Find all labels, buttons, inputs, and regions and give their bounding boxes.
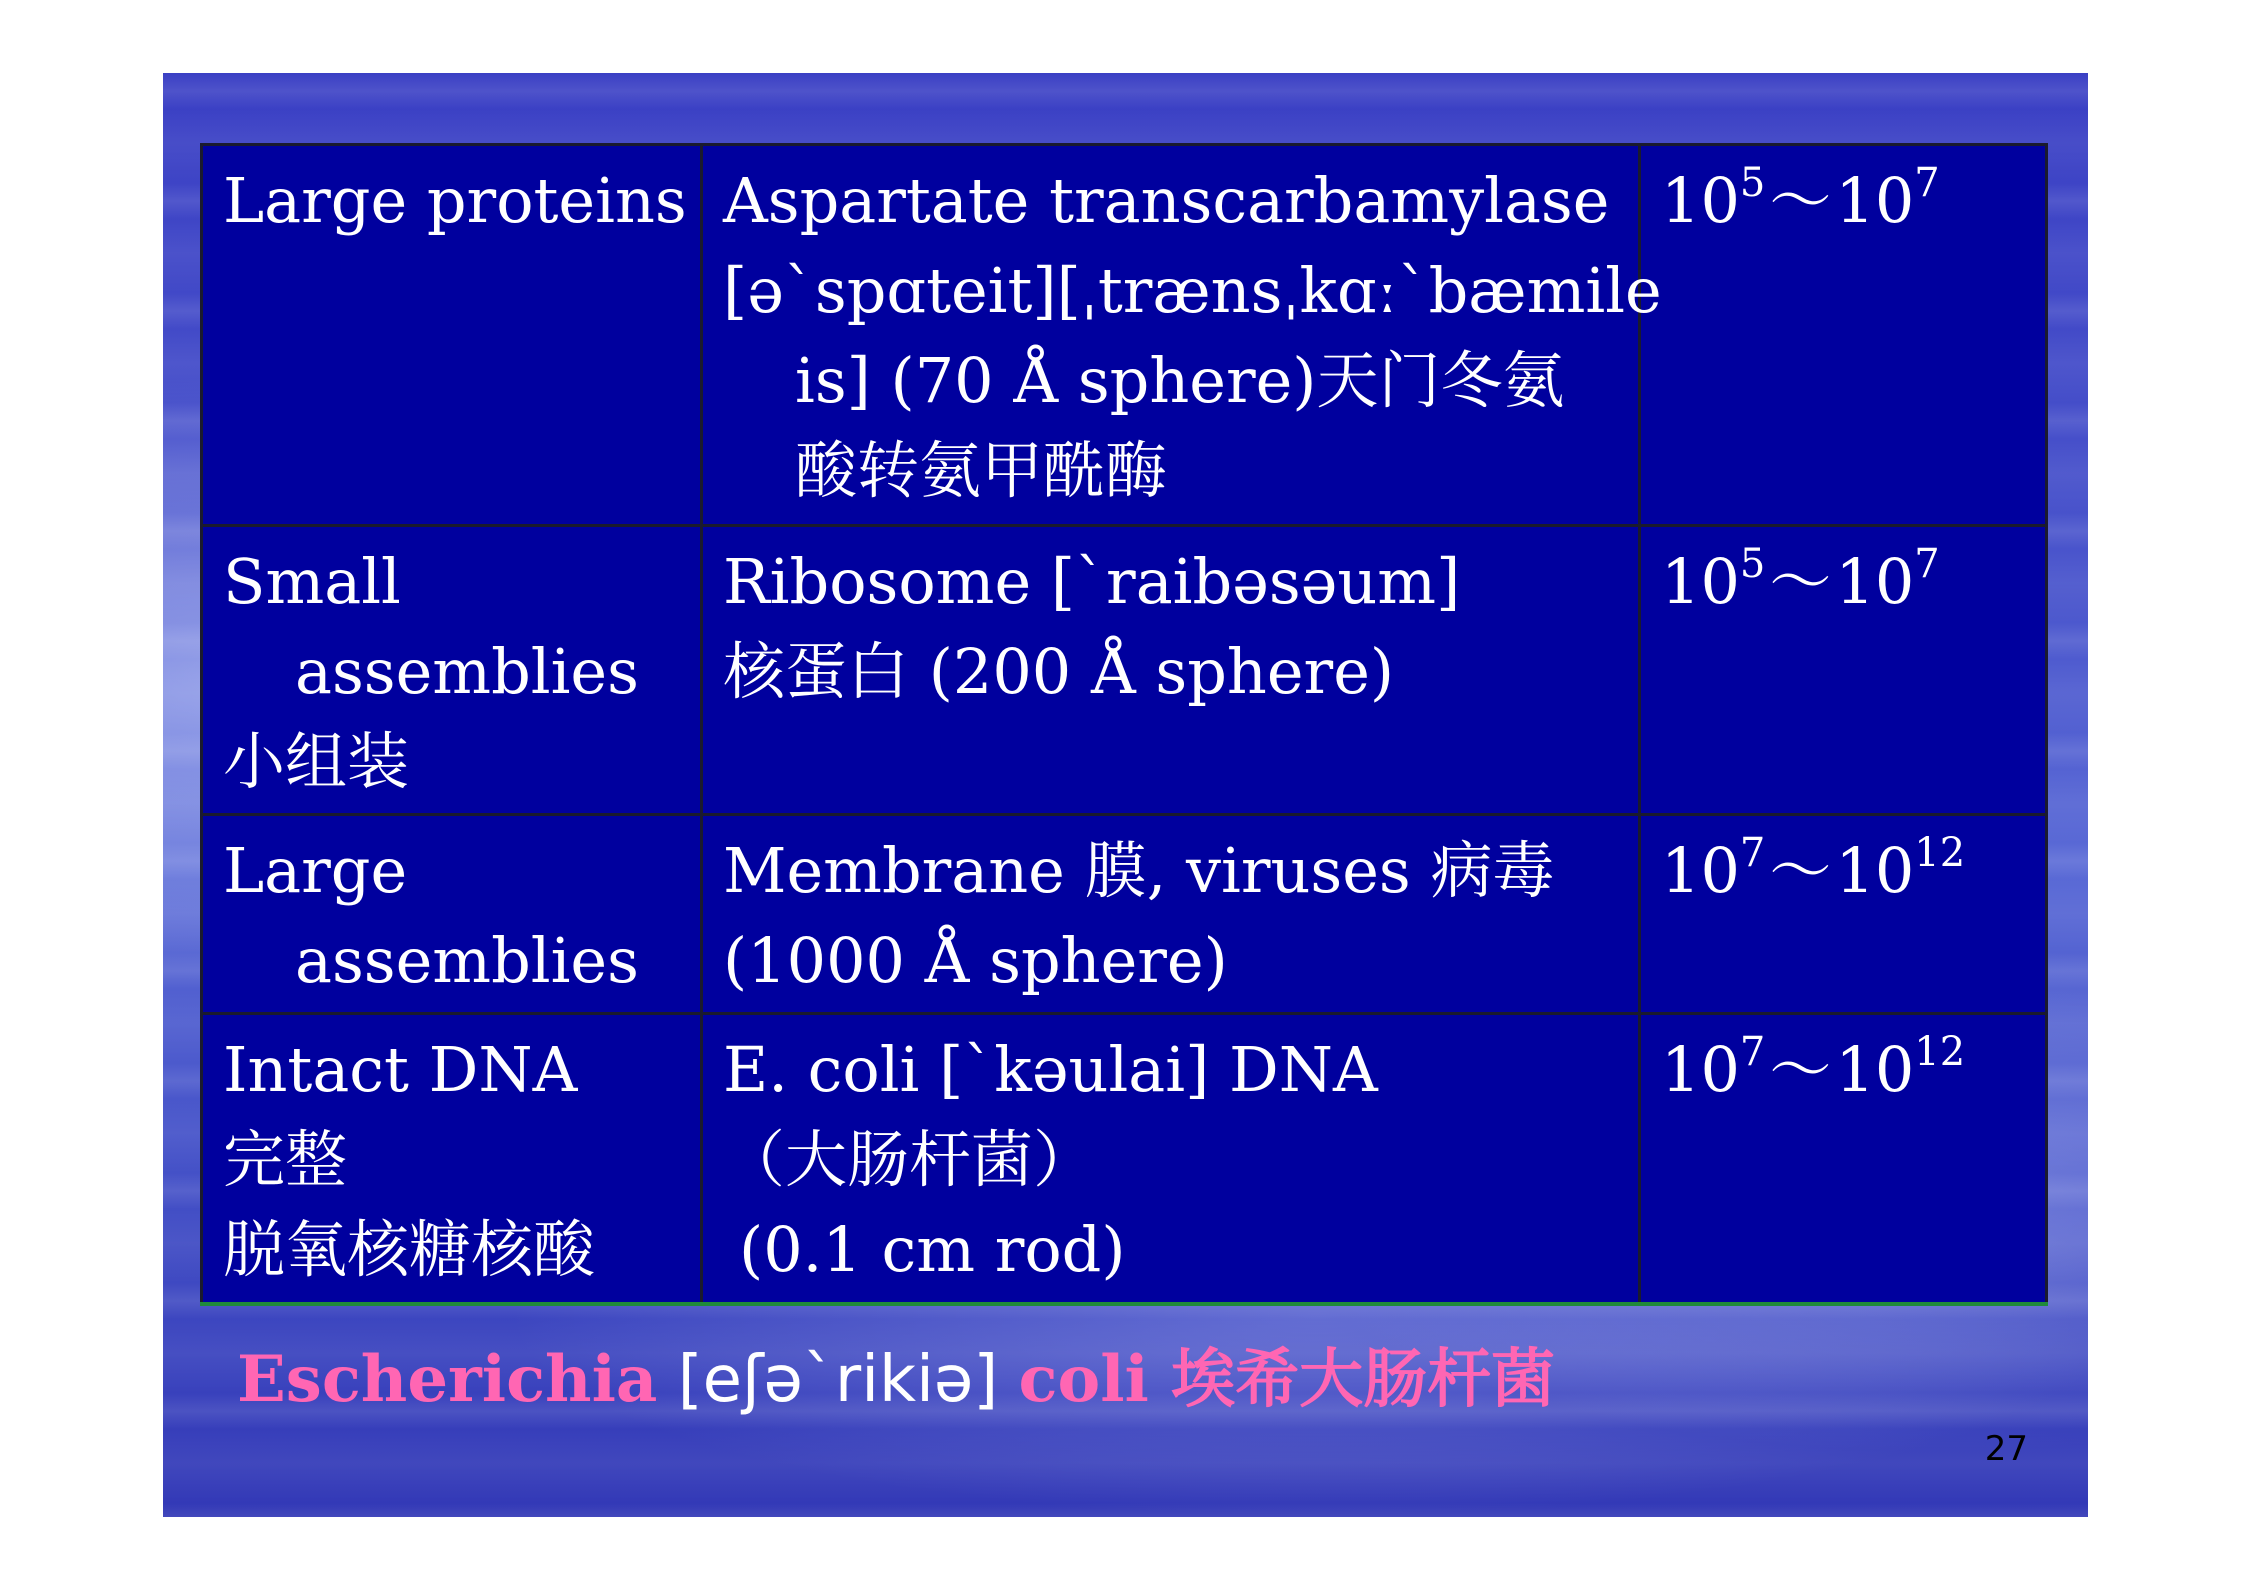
example-line: 酸转氨甲酰酶 [795, 434, 1168, 507]
range-value: $10^5\sim 10^7$ [1661, 541, 1940, 618]
category-cell [202, 145, 702, 526]
caption-genus: Escherichia [237, 1342, 658, 1417]
example-line: [əˋspɑteit][ˌtrænsˌkɑːˋbæmile [723, 254, 1662, 327]
range-cell [1640, 526, 2047, 815]
slide [163, 73, 2088, 1517]
caption [237, 1335, 1555, 1425]
category-line: 脱氧核糖核酸 [223, 1213, 596, 1286]
table-row [202, 145, 2047, 526]
example-cell [702, 145, 1662, 526]
category-line: 小组装 [223, 725, 410, 798]
example-line: 核蛋白 (200 Å sphere) [723, 635, 1395, 708]
example-cell [702, 526, 1640, 815]
range-value: $10^7\sim 10^{12}$ [1661, 830, 1966, 907]
range-value: $10^5\sim 10^7$ [1661, 160, 1940, 237]
example-line: E. coli [ˋkəulai] DNA [723, 1033, 1378, 1106]
example-line: Aspartate transcarbamylase [723, 164, 1610, 237]
example-line: is] (70 Å sphere)天门冬氨 [795, 344, 1565, 417]
category-line: Large proteins [223, 164, 687, 237]
caption-species: coli 埃希大肠杆菌 [1018, 1342, 1556, 1417]
example-line: （大肠杆菌） [723, 1123, 1096, 1196]
range-cell [1640, 145, 2047, 526]
example-cell [702, 1014, 1640, 1304]
category-line: Intact DNA [223, 1033, 578, 1106]
molecular-size-table [200, 143, 2048, 1306]
category-cell [202, 815, 702, 1014]
category-line: assemblies [295, 924, 639, 997]
category-line: Large [223, 834, 408, 907]
range-cell [1640, 1014, 2047, 1304]
page-number: 27 [1984, 1429, 2028, 1469]
example-line: (0.1 cm rod) [739, 1213, 1126, 1286]
table-row [202, 1014, 2047, 1304]
example-line: Ribosome [ˋraibəsəum] [723, 545, 1461, 618]
category-cell [202, 526, 702, 815]
category-line: Small [223, 545, 401, 618]
range-value: $10^7\sim 10^{12}$ [1661, 1029, 1966, 1106]
example-cell [702, 815, 1640, 1014]
category-cell [202, 1014, 702, 1304]
example-line: (1000 Å sphere) [723, 924, 1228, 997]
caption-pronunciation: [eʃəˋrikiə] [657, 1343, 1019, 1417]
range-cell [1640, 815, 2047, 1014]
example-line: Membrane 膜, viruses 病毒 [723, 834, 1555, 907]
category-line: 完整 [223, 1123, 348, 1196]
category-line: assemblies [295, 635, 639, 708]
table-row [202, 815, 2047, 1014]
table-row [202, 526, 2047, 815]
